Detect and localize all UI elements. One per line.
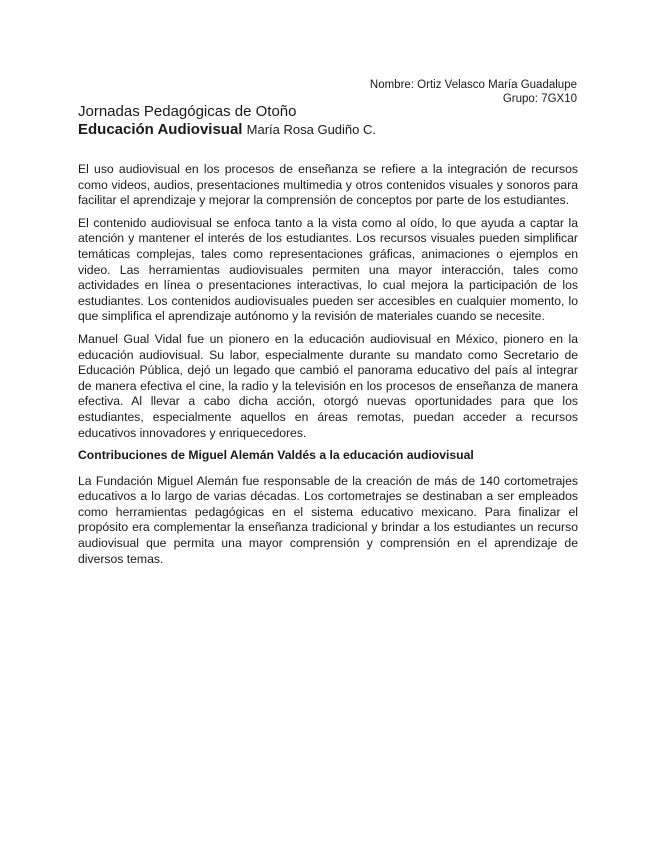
paragraph-1: El uso audiovisual en los procesos de enseñanza se refiere a la integración de recursos como videos, audios, presentaciones multimedia y otros contenidos visuales y sonoros para facilitar el aprendizaje y mejorar la comprensión de conceptos por parte de los estudiantes.: [78, 162, 578, 208]
student-group: Grupo: 7GX10: [502, 93, 577, 105]
paragraph-3: Manuel Gual Vidal fue un pionero en la educación audiovisual en México, pionero en la educación audiovisual. Su labor, especialmente durante su mandato como Secretario de Educación Pública, dejó un legado que cambió el panorama educativo del país al integrar de manera efectiva el cine, la radio y la televisión en los procesos de enseñanza de manera efectiva. Al llevar a cabo dicha acción, otorgó nuevas oportunidades para que los estudiantes, especialmente aquellos en áreas remotas, puedan acceder a recursos educativos innovadores y enriquecedores.: [78, 331, 578, 440]
section-heading: Contribuciones de Miguel Alemán Valdés a la educación audiovisual: [78, 448, 474, 463]
student-name: Nombre: Ortiz Velasco María Guadalupe: [369, 79, 577, 91]
document-body: [78, 162, 578, 574]
topic-title: Educación Audiovisual: [78, 121, 243, 138]
student-info: [370, 78, 577, 106]
paragraph-2: El contenido audiovisual se enfoca tanto a la vista como al oído, lo que ayuda a captar la atención y mantener el interés de los estudiantes. Los recursos visuales pueden simplificar temáticas complejas, tales como representaciones gráficas, animaciones o ejemplos en video. Las herramientas audiovisuales permiten una mayor interacción, tales como actividades en línea o presentaciones interactivas, lo cual mejora la participación de los estudiantes. Los contenidos audiovisuales pueden ser accesibles en cualquier momento, lo que simplifica el aprendizaje autónomo y la revisión de materiales cuando se necesite.: [78, 215, 578, 324]
event-title: Jornadas Pedagógicas de Otoño: [78, 103, 297, 120]
author-name: María Rosa Gudiño C.: [246, 122, 376, 137]
topic-line: [78, 121, 578, 139]
title-block: [78, 103, 578, 139]
section-paragraph: La Fundación Miguel Alemán fue responsable de la creación de más de 140 cortometrajes educativos a lo largo de varias décadas. Los cortometrajes se destinaban a ser empleados como herramientas pedagógicas en el sistema educativo mexicano. Para finalizar el propósito era complementar la enseñanza tradicional y brindar a los estudiantes un recurso audiovisual que permita una mayor comprensión y comprensión en el aprendizaje de diversos temas.: [78, 473, 578, 566]
